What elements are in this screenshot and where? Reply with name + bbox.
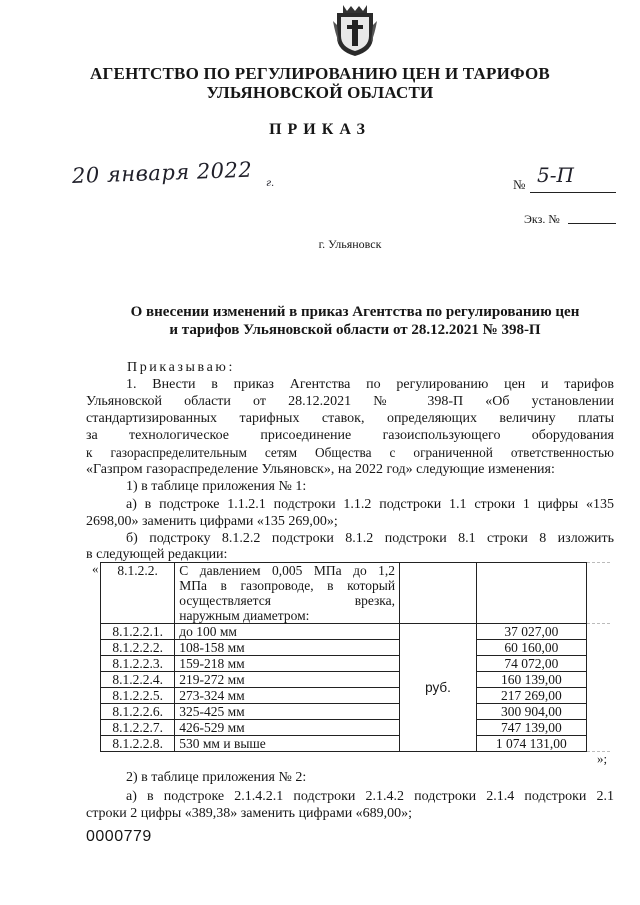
- copy-number-blank: [568, 223, 616, 224]
- table-row: 8.1.2.2.7. 426-529 мм 747 139,00: [101, 720, 611, 736]
- subitem-1: 1) в таблице приложения № 1:: [126, 479, 307, 494]
- item-1-line-3: стандартизированных тарифных ставок, определяющих величину платы: [86, 411, 614, 426]
- order-number: 5-П: [537, 163, 574, 187]
- agency-name-line-2: УЛЬЯНОВСКОЙ ОБЛАСТИ: [206, 83, 434, 102]
- city-name: г. Ульяновск: [318, 237, 382, 251]
- subitem-2a-line-1: а) в подстроке 2.1.4.2.1 подстроки 2.1.4.2 подстроки 2.1.4 подстроки 2.1: [126, 789, 614, 804]
- subitem-1a-line-2: 2698,00» заменить цифрами «135 269,00»;: [86, 514, 338, 529]
- table-row: 8.1.2.2.6. 325-425 мм 300 904,00: [101, 704, 611, 720]
- item-1-line-6: «Газпром газораспределение Ульяновск», на 2022 год» следующие изменения:: [86, 462, 555, 477]
- header-description: С давлением 0,005 МПа до 1,2 МПа в газопроводе, в который осуществляется врезка, наружным диаметром:: [175, 563, 400, 624]
- table-row: 8.1.2.2.5. 273-324 мм 217 269,00: [101, 688, 611, 704]
- order-title-line-2: и тарифов Ульяновской области от 28.12.2021 № 398-П: [169, 322, 541, 338]
- table-row: 8.1.2.2.3. 159-218 мм 74 072,00: [101, 656, 611, 672]
- copy-number-label: Экз. №: [524, 212, 560, 226]
- subitem-1b-line-2: в следующей редакции:: [86, 547, 228, 562]
- header-code: 8.1.2.2.: [101, 563, 175, 624]
- table-row: 8.1.2.2.4. 219-272 мм 160 139,00: [101, 672, 611, 688]
- quote-open: «: [92, 561, 99, 576]
- form-serial-number: 0000779: [86, 828, 152, 845]
- table-row: 8.1.2.2.8. 530 мм и выше 1 074 131,00: [101, 736, 611, 752]
- quote-close: »;: [597, 751, 608, 766]
- agency-name-line-1: АГЕНТСТВО ПО РЕГУЛИРОВАНИЮ ЦЕН И ТАРИФОВ: [90, 64, 550, 83]
- subitem-1a-line-1: а) в подстроке 1.1.2.1 подстроки 1.1.2 подстроки 1.1 строки 1 цифры «135: [126, 497, 614, 512]
- subitem-2a-line-2: строки 2 цифры «389,38» заменить цифрами «689,00»;: [86, 806, 413, 821]
- subitem-1b-line-1: б) подстроку 8.1.2.2 подстроки 8.1.2 подстроки 8.1 строки 8 изложить: [126, 531, 614, 546]
- unit-cell: руб.: [400, 624, 477, 752]
- tariff-table: [100, 562, 610, 752]
- table-row: 8.1.2.2.2. 108-158 мм 60 160,00: [101, 640, 611, 656]
- number-label: №: [513, 177, 526, 192]
- table-header-row: [101, 563, 611, 624]
- item-1-line-2: Ульяновской области от 28.12.2021 № 398-П «Об установлении: [86, 394, 614, 409]
- date-suffix: г.: [266, 178, 275, 189]
- table-row: 8.1.2.2.1. до 100 мм руб. 37 027,00: [101, 624, 611, 640]
- item-1-line-4: за технологическое присоединение газоиспользующего оборудования: [86, 428, 614, 443]
- coat-of-arms-icon: [333, 3, 377, 57]
- item-1-line-5: к газораспределительным сетям Общества с ограниченной ответственностью: [86, 445, 614, 460]
- subitem-2: 2) в таблице приложения № 2:: [126, 770, 307, 785]
- item-1-line-1: 1. Внести в приказ Агентства по регулированию цен и тарифов: [126, 377, 614, 392]
- handwritten-date: 20 января 2022: [71, 157, 253, 188]
- order-verb: Приказываю:: [127, 360, 235, 375]
- order-title-line-1: О внесении изменений в приказ Агентства по регулированию цен: [130, 304, 580, 320]
- document-type: ПРИКАЗ: [269, 121, 371, 138]
